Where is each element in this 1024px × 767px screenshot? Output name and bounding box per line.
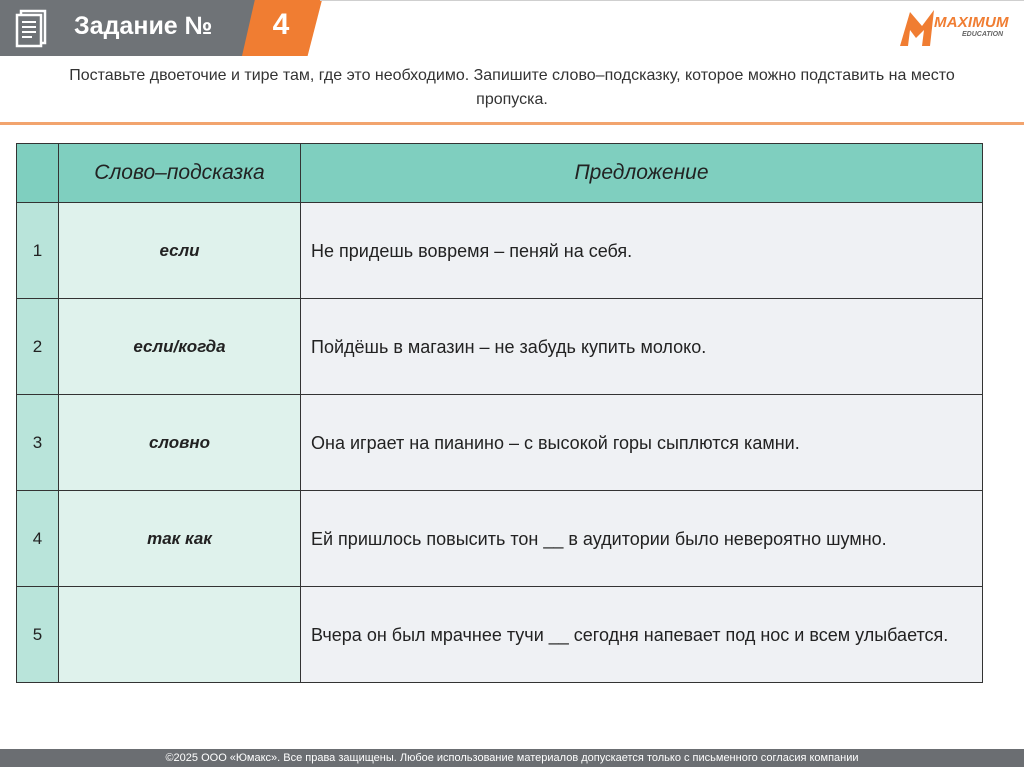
sentence: Вчера он был мрачнее тучи __ сегодня напевает под нос и всем улыбается. <box>301 587 983 683</box>
table-row <box>17 395 983 491</box>
row-number: 3 <box>17 395 59 491</box>
header-hint: Слово–подсказка <box>59 144 301 203</box>
logo-name: MAXIMUM <box>934 14 1009 31</box>
header-num <box>17 144 59 203</box>
hint-word: словно <box>59 395 301 491</box>
header-sentence: Предложение <box>301 144 983 203</box>
copyright-text: ©2025 ООО «Юмакс». Все права защищены. Любое использование материалов допускается только с письменного согласия компании <box>165 752 859 764</box>
table-row <box>17 491 983 587</box>
row-number: 4 <box>17 491 59 587</box>
hint-word-empty[interactable] <box>59 587 301 683</box>
sentence: Не придешь вовремя – пеняй на себя. <box>301 203 983 299</box>
hint-word: если/когда <box>59 299 301 395</box>
orange-divider <box>0 122 1024 125</box>
logo-subtitle: EDUCATION <box>962 31 1004 38</box>
header-divider <box>320 0 1024 1</box>
task-table <box>16 143 983 683</box>
table-row <box>17 587 983 683</box>
hint-word: так как <box>59 491 301 587</box>
sentence: Она играет на пианино – с высокой горы сыплются камни. <box>301 395 983 491</box>
sentence: Ей пришлось повысить тон __ в аудитории было невероятно шумно. <box>301 491 983 587</box>
table-row <box>17 203 983 299</box>
task-number: 4 <box>272 8 290 41</box>
row-number: 2 <box>17 299 59 395</box>
hint-word: если <box>59 203 301 299</box>
header-band <box>0 0 1024 60</box>
row-number: 1 <box>17 203 59 299</box>
document-icon <box>14 8 54 48</box>
task-title: Задание № <box>74 12 213 40</box>
table-row <box>17 299 983 395</box>
task-instruction: Поставьте двоеточие и тире там, где это необходимо. Запишите слово–подсказку, которое можно подставить на место пропуска. <box>69 67 955 108</box>
table-header-row <box>17 144 983 203</box>
sentence: Пойдёшь в магазин – не забудь купить молоко. <box>301 299 983 395</box>
row-number: 5 <box>17 587 59 683</box>
